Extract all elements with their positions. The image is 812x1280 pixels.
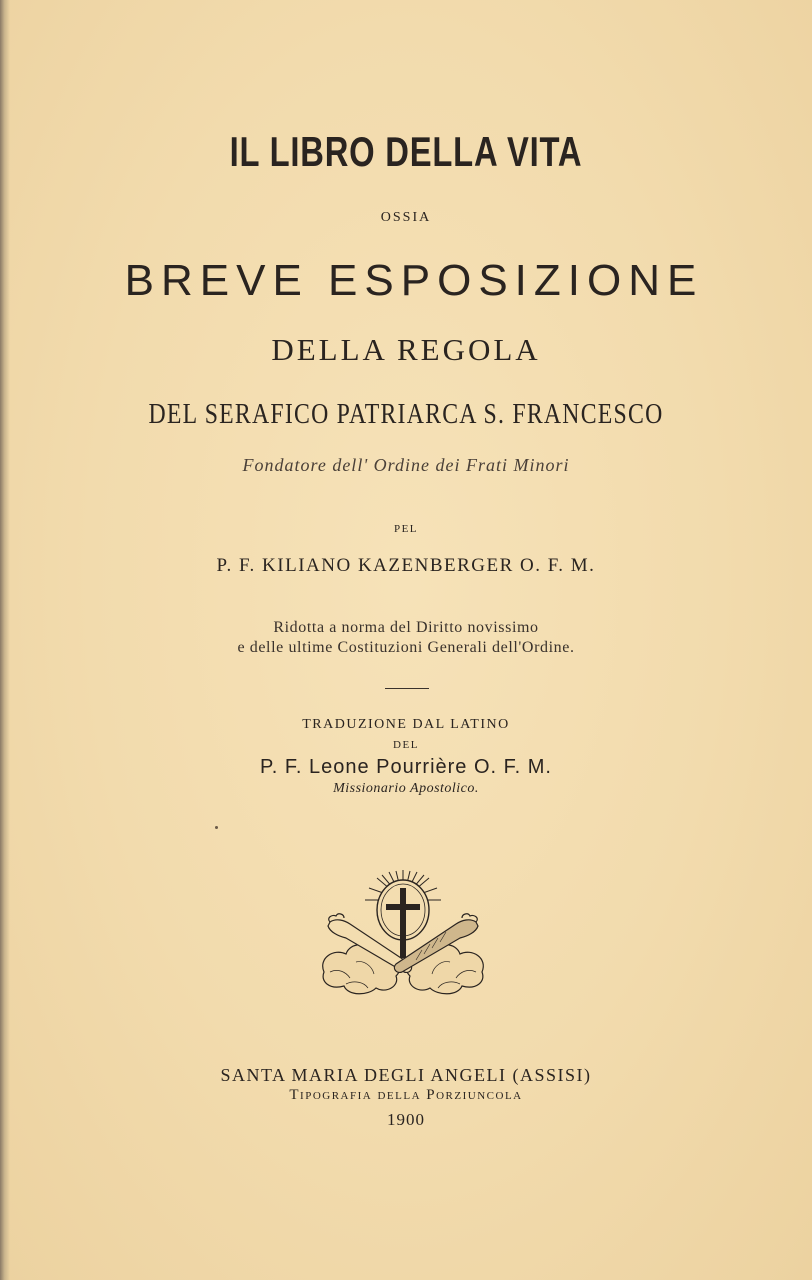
ossia-word: OSSIA [380, 210, 432, 225]
author-name: P. F. KILIANO KAZENBERGER O. F. M. [216, 555, 596, 576]
book-title: IL LIBRO DELLA VITA [229, 128, 583, 175]
translator-role: Missionario Apostolico. [333, 781, 479, 796]
pel-word: PEL [393, 523, 419, 535]
patriarca-line: DEL SERAFICO PATRIARCA S. FRANCESCO [148, 398, 664, 430]
edition-note-line-2: e delle ultime Costituzioni Generali dell'Ordine. [237, 639, 575, 656]
franciscan-coat-of-arms-icon [316, 868, 490, 998]
imprint-year: 1900 [387, 1110, 425, 1129]
della-regola-line: DELLA REGOLA [271, 332, 541, 367]
edition-note-line-1: Ridotta a norma del Diritto novissimo [273, 619, 539, 636]
translator-name: P. F. Leone Pourrière O. F. M. [260, 756, 552, 778]
book-subtitle: BREVE ESPOSIZIONE [124, 256, 704, 305]
del-word: DEL [393, 739, 419, 751]
imprint-place: SANTA MARIA DEGLI ANGELI (ASSISI) [220, 1065, 592, 1085]
divider-rule [385, 688, 429, 689]
imprint-printer: Tipografia della Porziuncola [289, 1087, 523, 1103]
paper-speck [215, 826, 218, 829]
translation-label: TRADUZIONE DAL LATINO [302, 717, 510, 732]
fondatore-line: Fondatore dell' Ordine dei Frati Minori [242, 455, 570, 475]
